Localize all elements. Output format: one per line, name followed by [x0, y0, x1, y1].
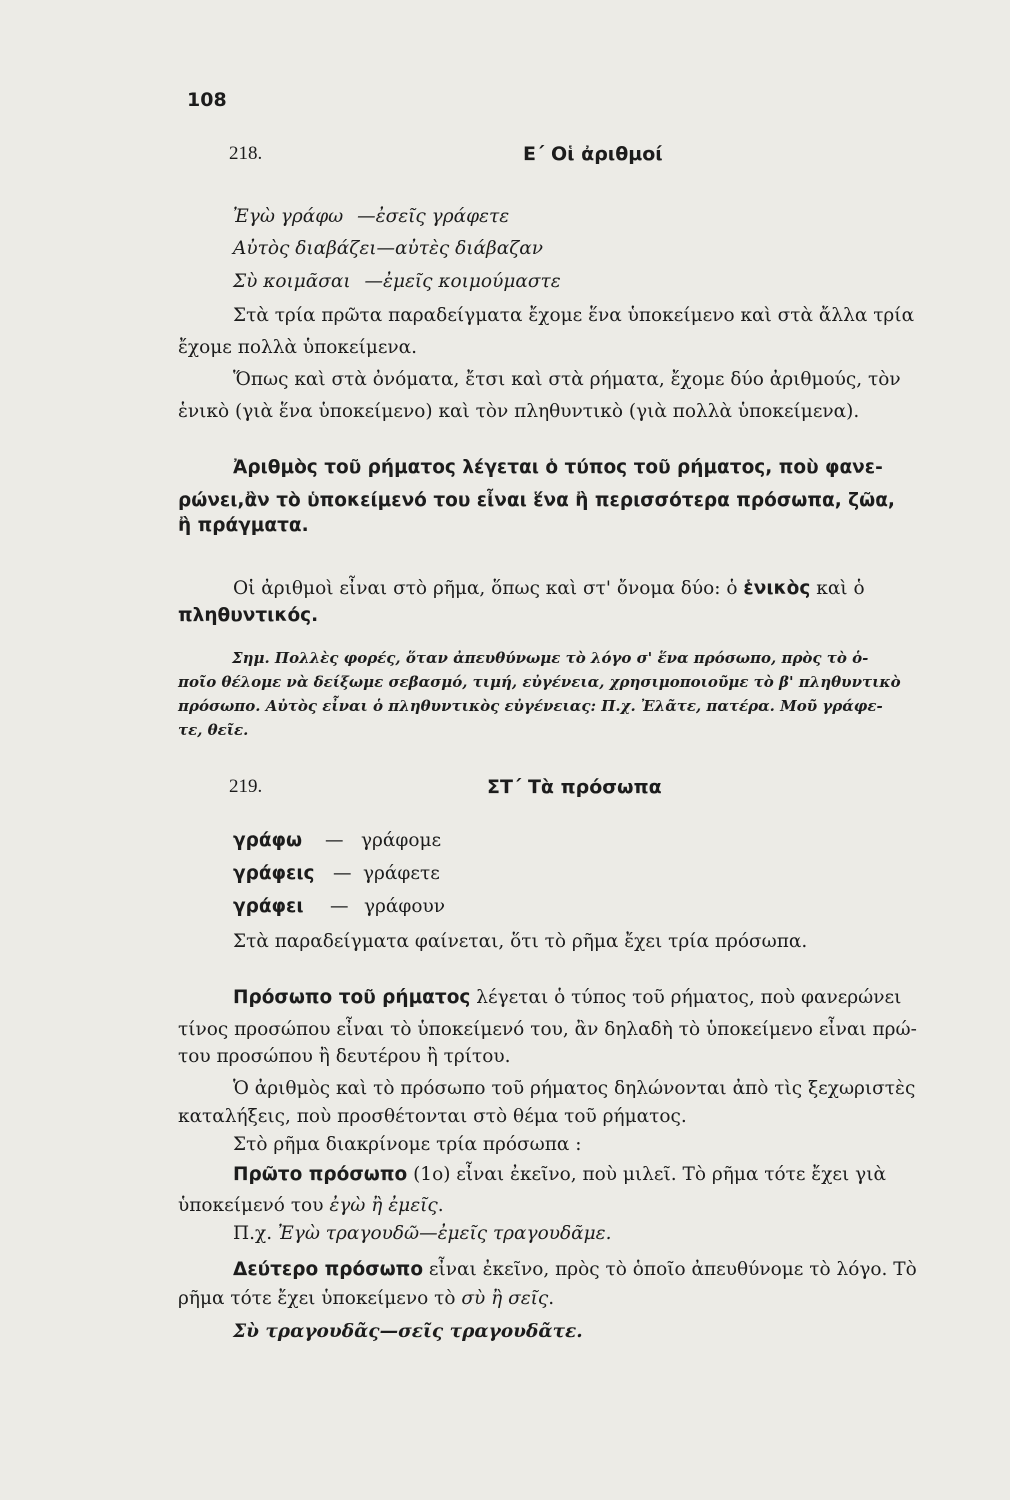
second-person-line2-prefix: ρῆμα τότε ἔχει ὑποκείμενο τὸ — [178, 1288, 456, 1309]
person-definition-line2: τίνος προσώπου εἶναι τὸ ὑποκείμενό του, ἂν δηλαδὴ τὸ ὑποκείμενο εἶναι πρώ- — [178, 1019, 917, 1040]
first-person-line2-prefix: ὑποκείμενό του — [178, 1195, 324, 1216]
numbers-line1 — [233, 577, 865, 601]
persons-intro: Στὰ παραδείγματα φαίνεται, ὅτι τὸ ρῆμα ἔχει τρία πρόσωπα. — [233, 931, 808, 952]
example-2-left: Αὐτὸς διαβάζει — [233, 238, 377, 259]
section-219-title: ΣΤ΄ Τὰ πρόσωπα — [487, 776, 662, 798]
para2-line2: ἑνικὸ (γιὰ ἕνα ὑποκείμενο) καὶ τὸν πληθυντικὸ (γιὰ πολλὰ ὑποκείμενα). — [178, 401, 860, 422]
three-persons-line: Στὸ ρῆμα διακρίνομε τρία πρόσωπα : — [233, 1134, 582, 1155]
first-person-example-prefix: Π.χ. — [233, 1223, 273, 1244]
conj-3-sep: — — [330, 896, 349, 917]
para1-line1: Στὰ τρία πρῶτα παραδείγματα ἔχομε ἕνα ὑποκείμενο καὶ στὰ ἄλλα τρία — [233, 305, 915, 326]
note-line1: Σημ. Πολλὲς φορές, ὅταν ἀπευθύνωμε τὸ λόγο σ' ἕνα πρόσωπο, πρὸς τὸ ὁ- — [232, 649, 869, 667]
example-1-right: ἐσεῖς γράφετε — [375, 206, 510, 227]
definition-number-line2: ρώνει,ἂν τὸ ὑποκείμενό του εἶναι ἕνα ἢ περισσότερα πρόσωπα, ζῶα, — [178, 490, 895, 511]
first-person-line2-suffix: . — [437, 1195, 444, 1216]
second-person-term: Δεύτερο πρόσωπο — [233, 1259, 424, 1280]
singular-term: ἑνικὸς — [743, 578, 811, 599]
first-person-line2 — [178, 1194, 444, 1218]
second-person-line2 — [178, 1287, 554, 1311]
first-person-term: Πρῶτο πρόσωπο — [233, 1164, 408, 1185]
numbers-line1-suffix: καὶ ὁ — [816, 578, 865, 599]
definition-number-line3: ἢ πράγματα. — [178, 515, 309, 536]
second-person-pronouns: σὺ ἢ σεῖς — [461, 1288, 549, 1309]
first-person-example-text: Ἐγὼ τραγουδῶ—ἐμεῖς τραγουδᾶμε. — [278, 1223, 612, 1244]
first-person-pronouns: ἐγὼ ἢ ἐμεῖς — [329, 1195, 438, 1216]
conj-3-singular: γράφει — [233, 896, 304, 917]
note-line2: ποῖο θέλομε νὰ δείξωμε σεβασμό, τιμή, εὐγένεια, χρησιμοποιοῦμε τὸ β' πληθυντικὸ — [178, 673, 901, 691]
second-person-line1 — [233, 1258, 917, 1282]
person-definition-line3: του προσώπου ἢ δευτέρου ἢ τρίτου. — [178, 1046, 511, 1067]
conjugation-row-2 — [233, 862, 440, 886]
example-3-left: Σὺ κοιμᾶσαι — [233, 271, 351, 292]
definition-number-line1: Ἀριθμὸς τοῦ ρήματος λέγεται ὁ τύπος τοῦ ρήματος, ποὺ φανε- — [233, 457, 883, 478]
endings-line2: καταλήξεις, ποὺ προσθέτονται στὸ θέμα τοῦ ρήματος. — [178, 1106, 687, 1127]
example-1-sep: — — [357, 206, 376, 227]
person-definition-rest: λέγεται ὁ τύπος τοῦ ρήματος, ποὺ φανερώνει — [476, 987, 902, 1008]
second-person-rest: εἶναι ἐκεῖνο, πρὸς τὸ ὁποῖο ἀπευθύνομε τὸ λόγο. Τὸ — [428, 1259, 917, 1280]
person-definition-line1 — [233, 986, 901, 1010]
note-line4: τε, θεῖε. — [178, 721, 249, 739]
second-person-example: Σὺ τραγουδᾶς—σεῖς τραγουδᾶτε. — [233, 1321, 583, 1342]
conj-1-singular: γράφω — [233, 830, 303, 851]
numbers-line1-prefix: Οἱ ἀριθμοὶ εἶναι στὸ ρῆμα, ὅπως καὶ στ' ὄνομα δύο: ὁ — [233, 578, 738, 599]
note-line3: πρόσωπο. Αὐτὸς εἶναι ὁ πληθυντικὸς εὐγένειας: Π.χ. Ἐλᾶτε, πατέρα. Μοῦ γράφε- — [178, 697, 883, 715]
para1-line2: ἔχομε πολλὰ ὑποκείμενα. — [178, 337, 418, 358]
first-person-line1 — [233, 1163, 886, 1187]
example-2-sep: — — [376, 238, 396, 259]
conj-3-plural: γράφουν — [364, 896, 446, 917]
section-218-title: Ε΄ Οἱ ἀριθμοί — [523, 143, 663, 165]
example-3-right: ἐμεῖς κοιμούμαστε — [383, 271, 561, 292]
first-person-example — [233, 1222, 611, 1246]
example-line-2 — [233, 237, 543, 261]
section-219-number: 219. — [229, 776, 263, 797]
conj-2-sep: — — [333, 863, 352, 884]
conj-2-singular: γράφεις — [233, 863, 315, 884]
person-term: Πρόσωπο τοῦ ρήματος — [233, 987, 471, 1008]
first-person-rest: (1ο) εἶναι ἐκεῖνο, ποὺ μιλεῖ. Τὸ ρῆμα τότε ἔχει γιὰ — [413, 1164, 886, 1185]
page-number: 108 — [187, 89, 227, 111]
endings-line1: Ὁ ἀριθμὸς καὶ τὸ πρόσωπο τοῦ ρήματος δηλώνονται ἀπὸ τὶς ξεχωριστὲς — [233, 1078, 916, 1099]
example-line-1 — [233, 205, 509, 229]
plural-term: πληθυντικός. — [178, 605, 319, 626]
example-line-3 — [233, 270, 561, 294]
conjugation-row-3 — [233, 895, 445, 919]
example-3-sep: — — [364, 271, 384, 292]
example-1-left: Ἐγὼ γράφω — [233, 206, 344, 227]
conj-1-plural: γράφομε — [361, 830, 442, 851]
para2-line1: Ὅπως καὶ στὰ ὀνόματα, ἔτσι καὶ στὰ ρήματα, ἔχομε δύο ἀριθμούς, τὸν — [233, 369, 901, 390]
example-2-right: αὐτὲς διάβαζαν — [395, 238, 543, 259]
section-218-number: 218. — [229, 143, 263, 164]
conj-1-sep: — — [325, 830, 344, 851]
second-person-line2-suffix: . — [548, 1288, 555, 1309]
conjugation-row-1 — [233, 829, 441, 853]
conj-2-plural: γράφετε — [363, 863, 440, 884]
